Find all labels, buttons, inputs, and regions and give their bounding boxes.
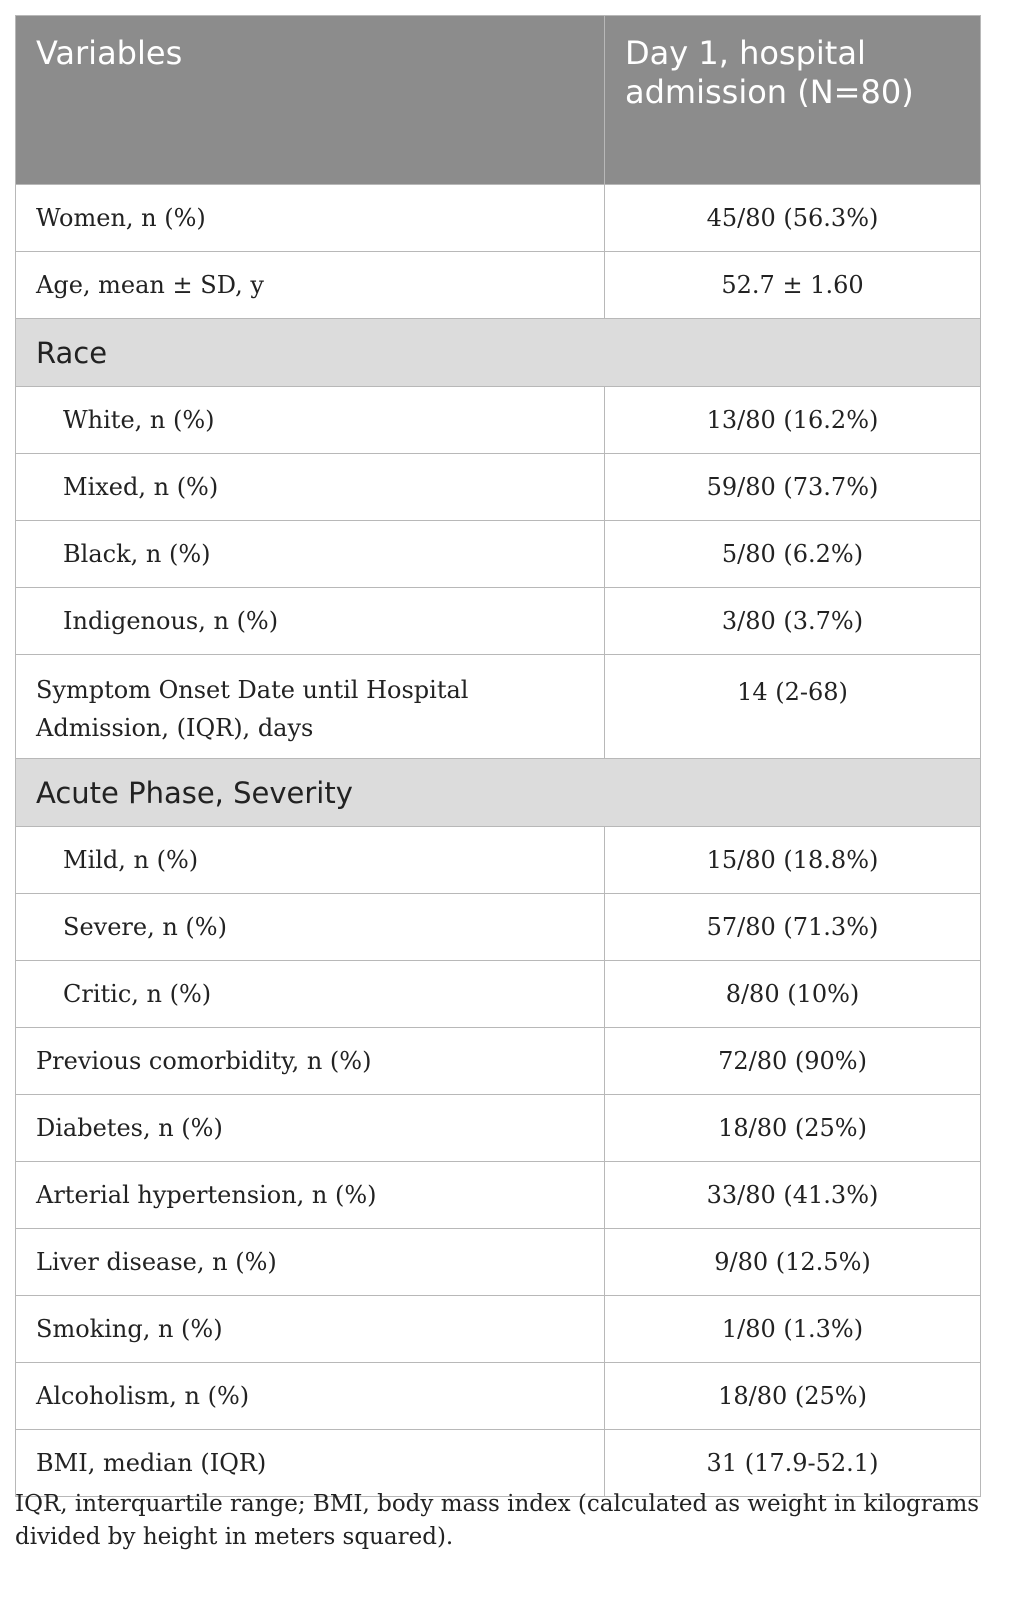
row-value: 59/80 (73.7%) (605, 454, 981, 521)
row-value: 14 (2-68) (605, 655, 981, 759)
row-value: 8/80 (10%) (605, 961, 981, 1028)
row-value: 9/80 (12.5%) (605, 1229, 981, 1296)
table-row (16, 961, 981, 1028)
table-row (16, 521, 981, 588)
table-row (16, 387, 981, 454)
row-value: 5/80 (6.2%) (605, 521, 981, 588)
table-header-row (16, 16, 981, 185)
row-value: 31 (17.9-52.1) (605, 1430, 981, 1497)
row-label: Previous comorbidity, n (%) (16, 1028, 605, 1095)
section-title-severity: Acute Phase, Severity (16, 759, 981, 827)
row-value: 45/80 (56.3%) (605, 185, 981, 252)
table-footnote: IQR, interquartile range; BMI, body mass index (calculated as weight in kilograms divided by height in meters squared). (15, 1491, 980, 1550)
section-row (16, 759, 981, 827)
row-label: Black, n (%) (16, 521, 605, 588)
row-value: 13/80 (16.2%) (605, 387, 981, 454)
table-row (16, 1028, 981, 1095)
header-variables: Variables (16, 16, 605, 185)
table-row (16, 1296, 981, 1363)
row-value: 18/80 (25%) (605, 1363, 981, 1430)
table-row (16, 454, 981, 521)
row-value: 18/80 (25%) (605, 1095, 981, 1162)
table-row (16, 1095, 981, 1162)
header-day1-admission: Day 1, hospital admission (N=80) (605, 16, 981, 185)
row-value: 1/80 (1.3%) (605, 1296, 981, 1363)
row-label: Mild, n (%) (16, 827, 605, 894)
table-row (16, 1162, 981, 1229)
row-value: 57/80 (71.3%) (605, 894, 981, 961)
row-label: Age, mean ± SD, y (16, 252, 605, 319)
table-row (16, 588, 981, 655)
row-label: Liver disease, n (%) (16, 1229, 605, 1296)
row-value: 3/80 (3.7%) (605, 588, 981, 655)
row-label: Indigenous, n (%) (16, 588, 605, 655)
table-row (16, 894, 981, 961)
characteristics-table (15, 15, 981, 1497)
row-label: Arterial hypertension, n (%) (16, 1162, 605, 1229)
row-label: BMI, median (IQR) (16, 1430, 605, 1497)
table-row (16, 827, 981, 894)
row-label: Women, n (%) (16, 185, 605, 252)
row-value: 33/80 (41.3%) (605, 1162, 981, 1229)
table-row (16, 1363, 981, 1430)
row-label: Mixed, n (%) (16, 454, 605, 521)
table-row (16, 655, 981, 759)
table-row (16, 252, 981, 319)
table-row (16, 185, 981, 252)
section-title-race: Race (16, 319, 981, 387)
section-row (16, 319, 981, 387)
table-row (16, 1229, 981, 1296)
row-label: Critic, n (%) (16, 961, 605, 1028)
row-label: White, n (%) (16, 387, 605, 454)
row-label: Severe, n (%) (16, 894, 605, 961)
row-label: Diabetes, n (%) (16, 1095, 605, 1162)
row-value: 72/80 (90%) (605, 1028, 981, 1095)
row-label: Smoking, n (%) (16, 1296, 605, 1363)
row-value: 52.7 ± 1.60 (605, 252, 981, 319)
row-value: 15/80 (18.8%) (605, 827, 981, 894)
table-row (16, 1430, 981, 1497)
row-label: Symptom Onset Date until Hospital Admission, (IQR), days (16, 655, 605, 759)
row-label: Alcoholism, n (%) (16, 1363, 605, 1430)
